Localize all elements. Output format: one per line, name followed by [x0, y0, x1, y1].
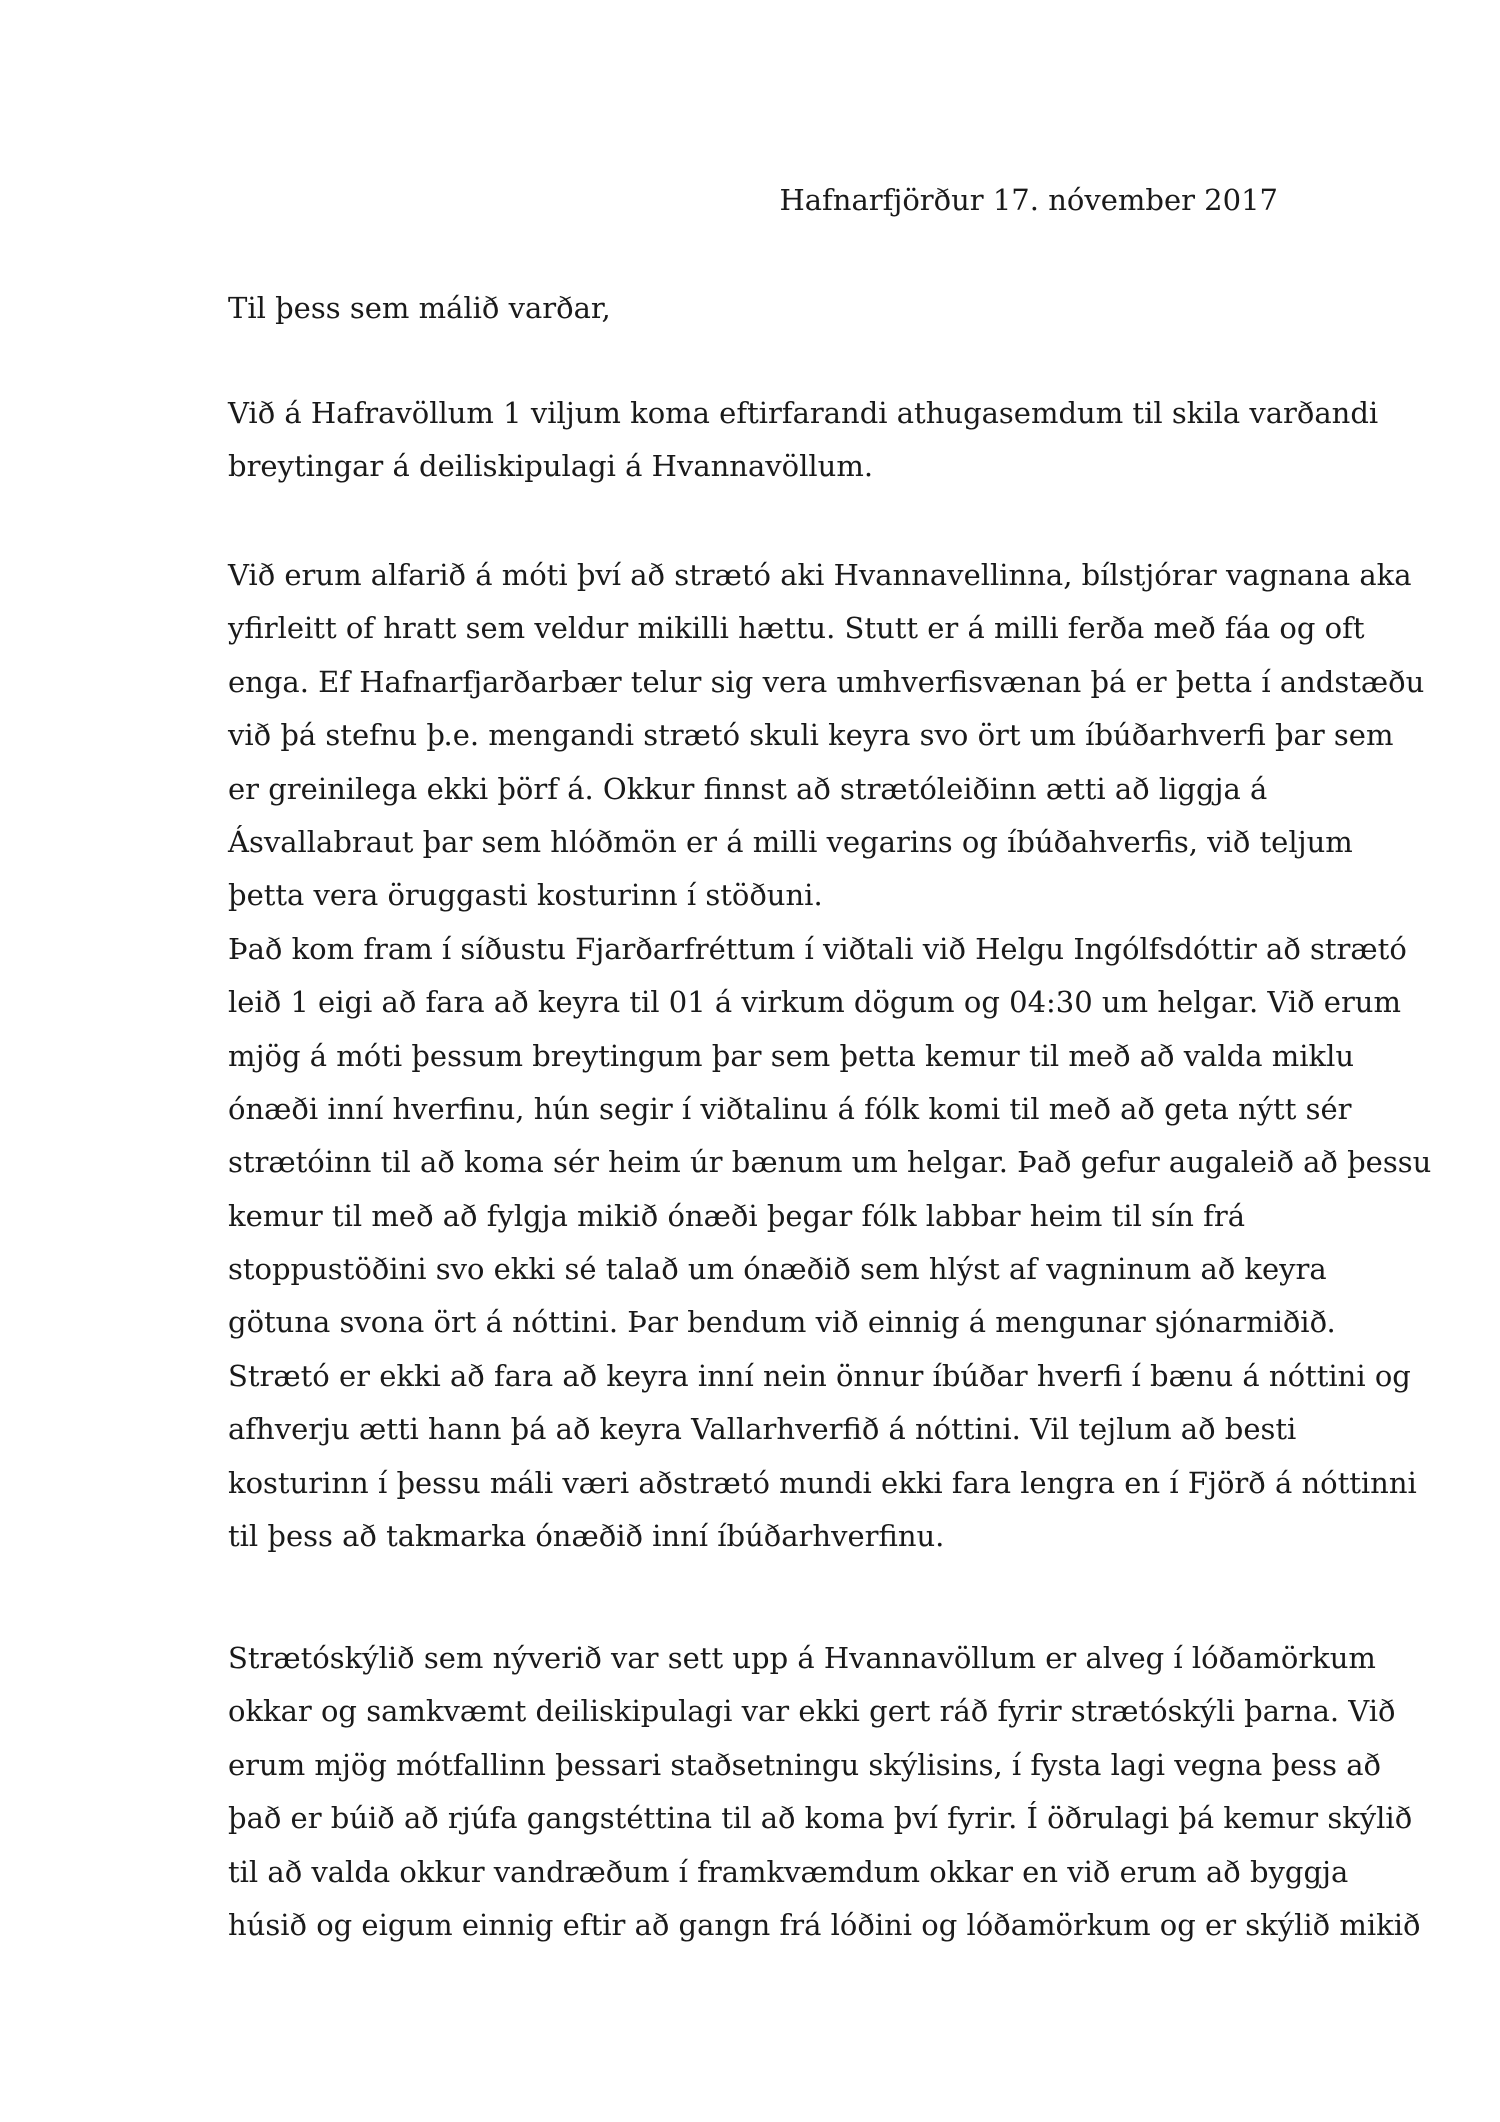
text-line: mjög á móti þessum breytingum þar sem þetta kemur til með að valda miklu	[228, 1038, 1355, 1073]
text-line: strætóinn til að koma sér heim úr bænum um helgar. Það gefur augaleið að þessu	[228, 1145, 1432, 1180]
text-line: ónæði inní hverfinu, hún segir í viðtalinu á fólk komi til með að geta nýtt sér	[228, 1091, 1352, 1126]
text-line: þetta vera öruggasti kosturinn í stöðuni.	[228, 878, 823, 913]
text-line: við þá stefnu þ.e. mengandi strætó skuli keyra svo ört um íbúðarhverfi þar sem	[228, 718, 1394, 753]
text-line: leið 1 eigi að fara að keyra til 01 á virkum dögum og 04:30 um helgar. Við erum	[228, 985, 1401, 1020]
paragraph-bus-shelter-objection	[228, 1632, 1421, 1952]
text-line: afhverju ætti hann þá að keyra Vallarhverfið á nóttini. Vil tejlum að besti	[228, 1412, 1297, 1447]
text-line: til að valda okkur vandræðum í framkvæmdum okkar en við erum að byggja	[228, 1854, 1349, 1889]
text-line: Strætóskýlið sem nýverið var sett upp á Hvannavöllum er alveg í lóðamörkum	[228, 1641, 1376, 1675]
text-line: Strætó er ekki að fara að keyra inní nein önnur íbúðar hverfi í bænu á nóttini og	[228, 1358, 1411, 1393]
text-line: það er búið að rjúfa gangstéttina til að koma því fyrir. Í öðrulagi þá kemur skýlið	[228, 1801, 1413, 1836]
text-line: húsið og eigum einnig eftir að gangn frá lóðini og lóðamörkum og er skýlið mikið	[228, 1907, 1421, 1942]
text-line: kosturinn í þessu máli væri aðstrætó mundi ekki fara lengra en í Fjörð á nóttinni	[228, 1465, 1417, 1500]
text-line: Við á Hafravöllum 1 viljum koma eftirfarandi athugasemdum til skila varðandi	[228, 396, 1379, 430]
text-line: til þess að takmarka ónæðið inní íbúðarhverfinu.	[228, 1519, 945, 1554]
letter-date: Hafnarfjörður 17. nóvember 2017	[779, 183, 1278, 217]
text-line: Við erum alfarið á móti því að strætó aki Hvannavellinna, bílstjórar vagnana aka	[228, 558, 1412, 592]
text-line: Það kom fram í síðustu Fjarðarfréttum í viðtali við Helgu Ingólfsdóttir að strætó	[228, 931, 1407, 966]
text-line: enga. Ef Hafnarfjarðarbær telur sig vera umhverfisvænan þá er þetta í andstæðu	[228, 664, 1425, 699]
text-line: er greinilega ekki þörf á. Okkur finnst að strætóleiðinn ætti að liggja á	[228, 771, 1268, 806]
text-line: kemur til með að fylgja mikið ónæði þegar fólk labbar heim til sín frá	[228, 1198, 1245, 1233]
text-line: yfirleitt of hratt sem veldur mikilli hættu. Stutt er á milli ferða með fáa og oft	[228, 611, 1365, 646]
paragraph-bus-route-objection	[228, 549, 1432, 1563]
paragraph-request	[228, 387, 1379, 494]
text-line: erum mjög mótfallinn þessari staðsetningu skýlisins, í fysta lagi vegna þess að	[228, 1747, 1381, 1782]
text-line: götuna svona ört á nóttini. Þar bendum við einnig á mengunar sjónarmiðið.	[228, 1305, 1336, 1340]
text-line: okkar og samkvæmt deiliskipulagi var ekki gert ráð fyrir strætóskýli þarna. Við	[228, 1694, 1396, 1729]
text-line: Ásvallabraut þar sem hlóðmön er á milli vegarins og íbúðahverfis, við teljum	[228, 824, 1353, 859]
text-line: stoppustöðini svo ekki sé talað um ónæðið sem hlýst af vagninum að keyra	[228, 1252, 1327, 1287]
text-line: breytingar á deiliskipulagi á Hvannavöllum.	[228, 449, 874, 484]
letter-salutation: Til þess sem málið varðar,	[228, 291, 611, 325]
